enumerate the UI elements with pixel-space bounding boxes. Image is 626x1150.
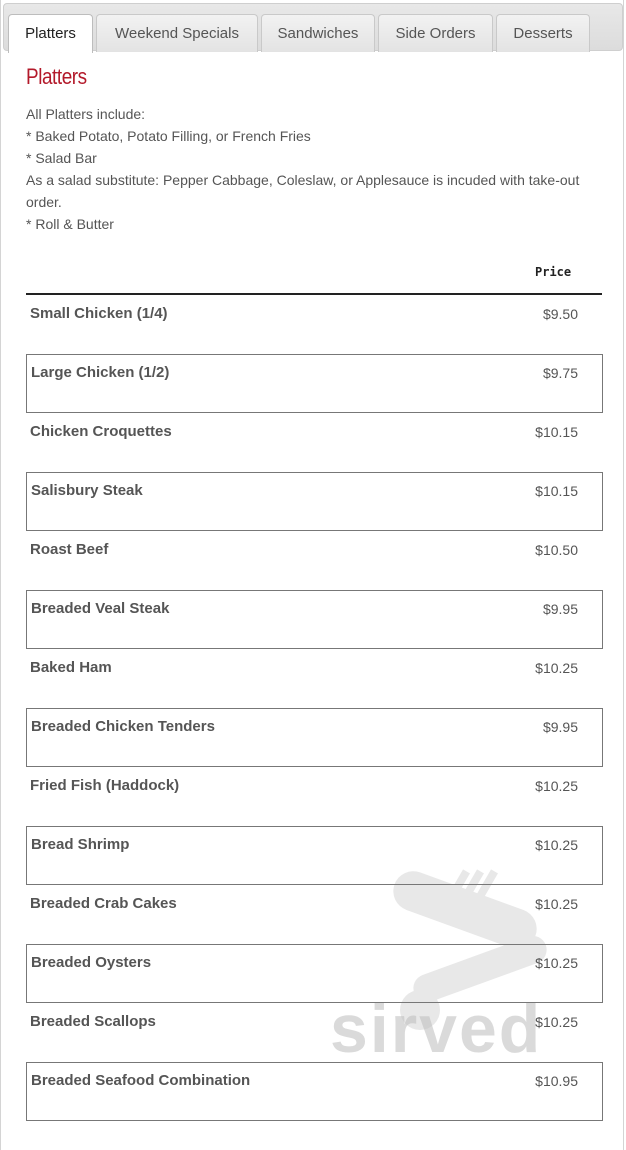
table-row: [26, 885, 603, 944]
table-row: [26, 354, 603, 413]
section-title: Platters: [26, 64, 87, 89]
table-row: [26, 767, 603, 826]
table-row: [26, 1003, 603, 1062]
item-price: $10.25: [535, 955, 578, 971]
intro-line: As a salad substitute: Pepper Cabbage, Coleslaw, or Applesauce is incuded with take-out: [26, 172, 580, 188]
table-row: [26, 1062, 603, 1121]
intro-line: * Baked Potato, Potato Filling, or French Fries: [26, 128, 311, 144]
item-price: $10.25: [535, 778, 578, 794]
item-name: Breaded Oysters: [31, 954, 152, 971]
table-row: [26, 649, 603, 708]
tab-platters[interactable]: Platters: [8, 14, 93, 53]
table-row: [26, 944, 603, 1003]
table-row: [26, 826, 603, 885]
item-name: Breaded Veal Steak: [31, 600, 170, 617]
item-price: $10.50: [535, 542, 578, 558]
table-row: [26, 472, 603, 531]
item-name: Chicken Croquettes: [30, 423, 172, 440]
item-name: Large Chicken (1/2): [31, 364, 170, 381]
item-price: $10.15: [535, 483, 578, 499]
menu-table: [26, 295, 603, 1121]
item-name: Baked Ham: [30, 659, 112, 676]
price-column-header: Price: [535, 265, 572, 279]
tab-sandwiches[interactable]: Sandwiches: [261, 14, 375, 52]
intro-line: * Roll & Butter: [26, 216, 114, 232]
item-price: $10.95: [535, 1073, 578, 1089]
item-name: Salisbury Steak: [31, 482, 143, 499]
section-intro: [26, 103, 596, 235]
item-name: Roast Beef: [30, 541, 109, 558]
item-price: $10.15: [535, 424, 578, 440]
item-price: $10.25: [535, 837, 578, 853]
item-name: Breaded Scallops: [30, 1013, 156, 1030]
item-name: Breaded Seafood Combination: [31, 1072, 251, 1089]
item-name: Small Chicken (1/4): [30, 305, 168, 322]
table-row: [26, 708, 603, 767]
table-row: [26, 295, 603, 354]
item-price: $9.95: [542, 601, 578, 617]
sirved-watermark-text: sirved: [330, 991, 543, 1067]
intro-line: * Salad Bar: [26, 150, 97, 166]
intro-line: All Platters include:: [26, 106, 146, 122]
intro-line: order.: [26, 194, 62, 210]
item-name: Fried Fish (Haddock): [30, 777, 180, 794]
tab-desserts[interactable]: Desserts: [496, 14, 590, 52]
tab-side-orders[interactable]: Side Orders: [378, 14, 493, 52]
tab-weekend-specials[interactable]: Weekend Specials: [96, 14, 258, 52]
table-row: [26, 531, 603, 590]
tab-bar: [3, 3, 623, 51]
item-name: Breaded Crab Cakes: [30, 895, 177, 912]
item-price: $10.25: [535, 1014, 578, 1030]
item-name: Bread Shrimp: [31, 836, 130, 853]
item-price: $9.75: [542, 365, 578, 381]
item-price: $9.50: [542, 306, 578, 322]
item-name: Breaded Chicken Tenders: [31, 718, 215, 735]
item-price: $9.95: [542, 719, 578, 735]
table-row: [26, 590, 603, 649]
item-price: $10.25: [535, 896, 578, 912]
table-row: [26, 413, 603, 472]
item-price: $10.25: [535, 660, 578, 676]
